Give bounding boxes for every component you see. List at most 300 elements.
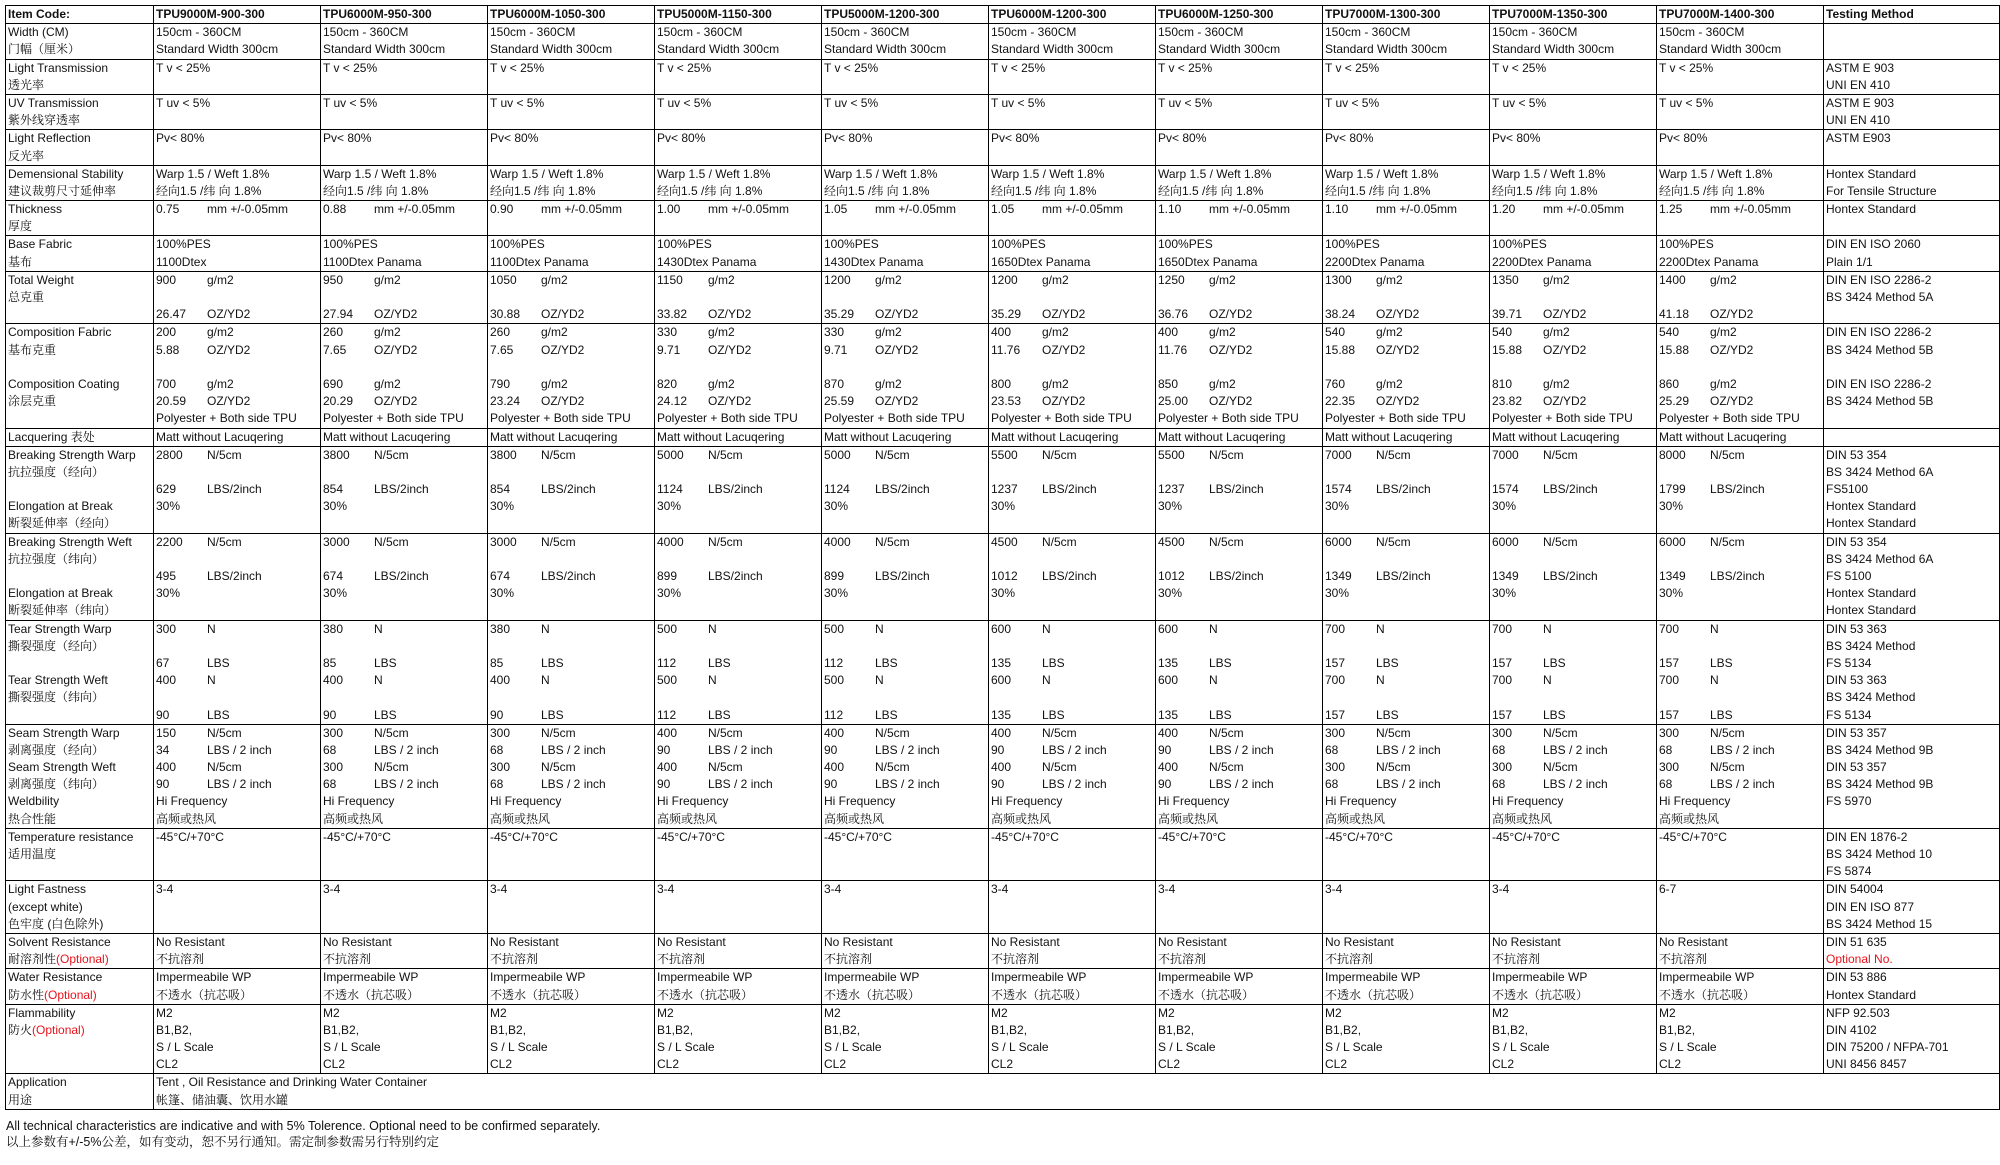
- spec-cell-line: [1158, 481, 1320, 498]
- spec-cell-value: 35.29: [991, 307, 1022, 322]
- spec-cell-line: [490, 481, 652, 498]
- spec-cell: [1323, 446, 1490, 533]
- row-light-transmission: [6, 59, 2000, 94]
- row-light-fastness: [6, 881, 2000, 934]
- spec-cell-line: [1158, 707, 1320, 724]
- spec-cell-value: 300: [490, 725, 511, 740]
- spec-cell-unit: g/m2: [1209, 325, 1236, 340]
- property-label: [6, 969, 154, 1004]
- spec-cell-unit: g/m2: [1376, 376, 1403, 391]
- spec-cell-line: [657, 306, 819, 323]
- spec-cell-line: No Resistant: [156, 934, 225, 949]
- header-row: [6, 6, 2000, 24]
- spec-cell-line: [1659, 77, 1821, 94]
- spec-cell-line: 30%: [323, 586, 348, 601]
- spec-cell-line: [991, 621, 1153, 638]
- spec-cell-line: [156, 846, 318, 863]
- spec-cell-unit: OZ/YD2: [207, 394, 251, 409]
- spec-cell-line: 高频或热风: [991, 811, 1052, 826]
- spec-cell-line: 高频或热风: [824, 811, 885, 826]
- spec-cell-line: [657, 515, 819, 532]
- spec-cell-line: No Resistant: [323, 934, 392, 949]
- spec-cell-line: [1659, 621, 1821, 638]
- testing-method: [1824, 933, 2000, 968]
- row-breaking-weft: [6, 533, 2000, 620]
- spec-cell-value: 260: [490, 325, 511, 340]
- spec-cell-line: [991, 689, 1153, 706]
- testing-method-line: For Tensile Structure: [1826, 183, 1937, 198]
- spec-cell: [655, 533, 822, 620]
- spec-cell-line: [991, 846, 1153, 863]
- spec-cell-value: 600: [1158, 621, 1179, 636]
- spec-cell: [1657, 933, 1824, 968]
- spec-cell-value: 1.05: [991, 202, 1015, 217]
- row-total-weight: [6, 271, 2000, 324]
- spec-cell-unit: LBS/2inch: [1543, 482, 1598, 497]
- spec-cell-line: T v < 25%: [1325, 60, 1380, 75]
- spec-cell: [1657, 881, 1824, 934]
- spec-cell: [1490, 1004, 1657, 1074]
- spec-cell-value: 950: [323, 272, 344, 287]
- spec-cell: [655, 201, 822, 236]
- testing-method-line: DIN 75200 / NFPA-701: [1826, 1040, 1949, 1055]
- spec-cell-unit: OZ/YD2: [1042, 307, 1086, 322]
- spec-cell-line: [323, 464, 485, 481]
- spec-cell-line: 不透水（抗芯吸）: [824, 987, 921, 1002]
- spec-cell-unit: N/5cm: [374, 534, 409, 549]
- spec-cell-line: [657, 707, 819, 724]
- spec-cell-line: [1492, 376, 1654, 393]
- testing-method: [1824, 969, 2000, 1004]
- spec-cell-unit: N/5cm: [207, 534, 242, 549]
- spec-cell-line: 不透水（抗芯吸）: [1158, 987, 1255, 1002]
- spec-cell-line: [657, 742, 819, 759]
- spec-cell-line: [323, 77, 485, 94]
- spec-cell-line: -45°C/+70°C: [1158, 829, 1226, 844]
- spec-cell-value: 8000: [1659, 447, 1686, 462]
- spec-cell-line: 1100Dtex Panama: [323, 254, 422, 269]
- row-flammability: [6, 1004, 2000, 1074]
- spec-cell-line: [657, 863, 819, 880]
- spec-cell-unit: OZ/YD2: [1376, 394, 1420, 409]
- spec-cell-line: [1158, 148, 1320, 165]
- testing-method-line: DIN 53 363: [1826, 621, 1887, 636]
- product-code: TPU7000M-1300-300: [1323, 6, 1490, 24]
- testing-method-line: DIN 53 357: [1826, 725, 1887, 740]
- spec-cell-value: 629: [156, 482, 177, 497]
- spec-cell: [1490, 724, 1657, 828]
- spec-cell: [321, 446, 488, 533]
- spec-cell-value: 9.71: [657, 342, 681, 357]
- spec-cell: [321, 620, 488, 724]
- spec-cell: [154, 201, 321, 236]
- row-dimensional-stability: [6, 165, 2000, 200]
- spec-cell-line: [1325, 899, 1487, 916]
- spec-cell: [321, 533, 488, 620]
- spec-cell-line: No Resistant: [657, 934, 726, 949]
- spec-cell: [1156, 428, 1323, 446]
- spec-cell-value: 68: [490, 777, 504, 792]
- spec-cell-unit: N/5cm: [875, 534, 910, 549]
- testing-method-line: FS 5134: [1826, 707, 1872, 722]
- spec-cell-line: 2200Dtex Panama: [1325, 254, 1425, 269]
- spec-cell-line: [1158, 272, 1320, 289]
- spec-cell-line: [490, 77, 652, 94]
- spec-cell: [989, 130, 1156, 165]
- testing-method-line: DIN EN ISO 2286-2: [1826, 272, 1932, 287]
- spec-cell-line: 1430Dtex Panama: [657, 254, 757, 269]
- spec-cell-line: Standard Width 300cm: [1659, 42, 1782, 57]
- spec-cell-line: Warp 1.5 / Weft 1.8%: [323, 166, 437, 181]
- spec-cell-line: M2: [1659, 1005, 1676, 1020]
- spec-cell-value: 5000: [824, 447, 851, 462]
- spec-cell-value: 68: [1659, 777, 1673, 792]
- spec-cell-unit: LBS: [541, 655, 564, 670]
- spec-cell-unit: g/m2: [1710, 376, 1737, 391]
- spec-cell: [1490, 201, 1657, 236]
- spec-cell-unit: g/m2: [1042, 272, 1069, 287]
- testing-method-line: Hontex Standard: [1826, 603, 1917, 618]
- spec-cell-line: [657, 602, 819, 619]
- property-label-line: Base Fabric: [8, 237, 73, 252]
- spec-cell-value: 157: [1492, 655, 1513, 670]
- spec-cell-value: 41.18: [1659, 307, 1690, 322]
- spec-cell-unit: mm +/-0.05mm: [1543, 202, 1625, 217]
- testing-method-line: DIN 53 354: [1826, 534, 1887, 549]
- spec-cell-value: 1050: [490, 272, 517, 287]
- spec-cell-line: [490, 447, 652, 464]
- spec-cell: [488, 620, 655, 724]
- spec-cell-unit: OZ/YD2: [1543, 307, 1587, 322]
- spec-cell: [1657, 271, 1824, 324]
- spec-cell-line: [1325, 638, 1487, 655]
- spec-cell-line: -45°C/+70°C: [657, 829, 725, 844]
- spec-cell: [655, 828, 822, 881]
- spec-cell-value: 34: [156, 742, 170, 757]
- spec-cell-line: [490, 534, 652, 551]
- spec-cell-value: 400: [156, 673, 177, 688]
- spec-cell-line: 150cm - 360CM: [1325, 25, 1411, 40]
- spec-cell-line: Pv< 80%: [1659, 131, 1708, 146]
- spec-cell-line: [991, 359, 1153, 376]
- spec-cell: [1490, 271, 1657, 324]
- application-text: [154, 1074, 2000, 1109]
- spec-cell-line: Warp 1.5 / Weft 1.8%: [1158, 166, 1272, 181]
- spec-cell: [488, 446, 655, 533]
- spec-cell-value: 90: [156, 707, 170, 722]
- spec-cell-line: 150cm - 360CM: [1492, 25, 1578, 40]
- spec-cell-line: [1158, 725, 1320, 742]
- spec-cell-line: [1158, 551, 1320, 568]
- spec-cell: [655, 324, 822, 428]
- spec-cell: [1323, 1004, 1490, 1074]
- spec-cell: [154, 724, 321, 828]
- spec-cell-line: [490, 689, 652, 706]
- testing-method: [1824, 201, 2000, 236]
- spec-cell-line: [824, 342, 986, 359]
- spec-cell-unit: N: [1710, 673, 1719, 688]
- spec-cell-line: [1325, 725, 1487, 742]
- spec-cell-unit: LBS / 2 inch: [1543, 777, 1608, 792]
- spec-cell-line: [824, 289, 986, 306]
- property-label-line: Water Resistance: [8, 970, 103, 985]
- spec-cell-value: 3800: [490, 447, 517, 462]
- spec-cell-line: [657, 655, 819, 672]
- spec-cell-line: [1325, 672, 1487, 689]
- spec-cell-unit: LBS: [875, 707, 898, 722]
- spec-cell-value: 4500: [1158, 534, 1185, 549]
- spec-cell-line: [323, 707, 485, 724]
- spec-cell-line: -45°C/+70°C: [1492, 829, 1560, 844]
- spec-cell-unit: N: [541, 621, 550, 636]
- spec-cell-line: T v < 25%: [156, 60, 211, 75]
- spec-cell-value: 5.88: [156, 342, 180, 357]
- spec-cell: [822, 620, 989, 724]
- spec-cell-line: [490, 725, 652, 742]
- spec-cell-line: Hi Frequency: [657, 794, 729, 809]
- row-composition: [6, 324, 2000, 428]
- spec-cell-value: 90: [991, 742, 1005, 757]
- spec-cell-line: [657, 899, 819, 916]
- spec-cell-value: 3000: [323, 534, 350, 549]
- spec-cell-line: [824, 306, 986, 323]
- spec-cell: [1156, 620, 1323, 724]
- spec-cell-unit: N/5cm: [1209, 725, 1244, 740]
- spec-cell-line: [1325, 201, 1487, 218]
- spec-cell-line: [1492, 725, 1654, 742]
- spec-cell-line: [1659, 376, 1821, 393]
- spec-cell-value: 1200: [991, 272, 1018, 287]
- spec-cell-line: 2200Dtex Panama: [1492, 254, 1592, 269]
- spec-cell: [154, 881, 321, 934]
- spec-cell: [1156, 881, 1323, 934]
- optional-note: (Optional): [44, 987, 97, 1002]
- spec-cell-line: 100%PES: [1325, 237, 1380, 252]
- spec-cell-line: [156, 393, 318, 410]
- product-code: TPU9000M-900-300: [154, 6, 321, 24]
- spec-cell: [488, 428, 655, 446]
- spec-cell-line: [156, 342, 318, 359]
- spec-cell-line: [490, 342, 652, 359]
- testing-method: [1824, 324, 2000, 428]
- spec-cell-unit: N/5cm: [541, 725, 576, 740]
- spec-cell-value: 400: [991, 760, 1012, 775]
- spec-cell-line: [1158, 689, 1320, 706]
- spec-cell-unit: LBS / 2 inch: [1710, 742, 1775, 757]
- spec-cell-line: [156, 534, 318, 551]
- spec-cell-line: 3-4: [1325, 882, 1343, 897]
- spec-cell: [655, 933, 822, 968]
- spec-cell-line: 经向1.5 /纬 向 1.8%: [824, 183, 930, 198]
- spec-cell-line: [824, 112, 986, 129]
- spec-cell-line: 30%: [1492, 586, 1517, 601]
- row-lacquering: [6, 428, 2000, 446]
- property-label-line: 色牢度 (白色除外): [8, 916, 104, 931]
- spec-cell: [1657, 165, 1824, 200]
- spec-cell-line: [156, 672, 318, 689]
- spec-cell-line: B1,B2,: [490, 1022, 527, 1037]
- spec-cell: [1323, 201, 1490, 236]
- spec-cell-line: [490, 272, 652, 289]
- spec-cell-line: [1325, 481, 1487, 498]
- spec-cell: [1490, 428, 1657, 446]
- spec-cell-line: T v < 25%: [323, 60, 378, 75]
- spec-cell-unit: N/5cm: [875, 725, 910, 740]
- property-label-line: [8, 306, 151, 323]
- property-label-line: [8, 410, 151, 427]
- spec-cell-line: [824, 551, 986, 568]
- spec-cell-value: 1012: [1158, 569, 1185, 583]
- spec-cell-line: [1325, 602, 1487, 619]
- spec-cell-line: Warp 1.5 / Weft 1.8%: [991, 166, 1105, 181]
- spec-cell-unit: LBS/2inch: [1710, 569, 1765, 583]
- spec-cell-value: 90: [156, 777, 170, 792]
- property-label-line: Seam Strength Weft: [8, 760, 116, 775]
- spec-cell-line: [1659, 916, 1821, 933]
- spec-cell-line: T v < 25%: [1158, 60, 1213, 75]
- property-label-line: 抗拉强度（经向）: [8, 464, 105, 479]
- spec-cell-line: [824, 638, 986, 655]
- spec-cell-line: M2: [824, 1005, 841, 1020]
- spec-cell-line: [1325, 112, 1487, 129]
- spec-cell: [321, 271, 488, 324]
- spec-cell-line: Pv< 80%: [1158, 131, 1207, 146]
- property-label-line: UV Transmission: [8, 95, 99, 110]
- spec-cell-line: [323, 602, 485, 619]
- spec-cell-value: 20.59: [156, 394, 187, 409]
- spec-cell-line: [1659, 602, 1821, 619]
- spec-cell-line: [824, 481, 986, 498]
- spec-cell-line: [323, 846, 485, 863]
- spec-cell-line: [824, 725, 986, 742]
- spec-cell-line: Standard Width 300cm: [1158, 42, 1281, 57]
- spec-cell-line: Matt without Lacuqering: [657, 429, 785, 444]
- spec-cell-unit: N/5cm: [1042, 447, 1077, 462]
- spec-cell-value: 899: [657, 569, 678, 583]
- spec-cell-line: Impermeabile WP: [1325, 970, 1421, 985]
- spec-cell: [1323, 933, 1490, 968]
- spec-cell-value: 1250: [1158, 272, 1185, 287]
- spec-cell-line: [490, 742, 652, 759]
- property-label-line: 剥离强度（纬向）: [8, 777, 105, 792]
- product-code: TPU6000M-1200-300: [989, 6, 1156, 24]
- spec-cell-unit: OZ/YD2: [374, 342, 418, 357]
- spec-cell-line: [1659, 759, 1821, 776]
- spec-cell-line: [490, 393, 652, 410]
- spec-cell-line: [323, 759, 485, 776]
- spec-cell-line: Impermeabile WP: [323, 970, 419, 985]
- spec-cell-line: [1158, 846, 1320, 863]
- spec-cell-line: [1325, 707, 1487, 724]
- spec-cell-line: [657, 568, 819, 585]
- spec-cell-unit: g/m2: [207, 272, 234, 287]
- property-label: [6, 428, 154, 446]
- spec-cell-line: [323, 342, 485, 359]
- spec-cell-line: T uv < 5%: [991, 95, 1046, 110]
- spec-cell: [822, 94, 989, 129]
- spec-cell: [1490, 324, 1657, 428]
- product-code: TPU7000M-1350-300: [1490, 6, 1657, 24]
- spec-cell: [488, 165, 655, 200]
- spec-cell: [1490, 94, 1657, 129]
- spec-cell: [1323, 969, 1490, 1004]
- spec-cell-line: Impermeabile WP: [824, 970, 920, 985]
- spec-cell-unit: LBS/2inch: [541, 569, 596, 583]
- spec-cell-line: [824, 376, 986, 393]
- spec-cell-line: [1659, 551, 1821, 568]
- testing-method-line: BS 3424 Method 15: [1826, 916, 1933, 931]
- spec-cell-value: 500: [824, 621, 845, 636]
- spec-cell-value: 200: [156, 325, 177, 340]
- spec-cell-line: [1659, 447, 1821, 464]
- spec-cell: [488, 271, 655, 324]
- spec-cell-line: [991, 534, 1153, 551]
- testing-method: [1824, 446, 2000, 533]
- property-label-line: 总克重: [8, 290, 45, 304]
- spec-cell-value: 68: [1325, 742, 1339, 757]
- spec-cell: [989, 271, 1156, 324]
- spec-cell-value: 36.76: [1158, 307, 1189, 322]
- spec-cell-line: M2: [657, 1005, 674, 1020]
- spec-cell-line: [1659, 481, 1821, 498]
- property-label-text: 耐溶剂性: [8, 952, 57, 967]
- spec-cell-line: [323, 289, 485, 306]
- spec-cell-line: B1,B2,: [991, 1022, 1028, 1037]
- spec-cell-line: Pv< 80%: [323, 131, 372, 146]
- spec-cell-line: [991, 776, 1153, 793]
- spec-cell-line: [323, 218, 485, 235]
- spec-cell-line: [323, 568, 485, 585]
- spec-cell-line: [824, 324, 986, 341]
- property-label-line: Elongation at Break: [8, 586, 113, 601]
- spec-cell-value: 700: [1492, 673, 1513, 688]
- spec-cell-line: Hi Frequency: [1492, 794, 1564, 809]
- spec-cell: [1490, 130, 1657, 165]
- spec-cell: [989, 201, 1156, 236]
- spec-cell-line: [657, 447, 819, 464]
- spec-cell-unit: OZ/YD2: [541, 342, 585, 357]
- spec-cell-line: CL2: [156, 1057, 179, 1072]
- spec-cell-line: [657, 551, 819, 568]
- spec-cell: [989, 969, 1156, 1004]
- testing-method: [1824, 165, 2000, 200]
- testing-method-line: DIN EN 1876-2: [1826, 829, 1908, 844]
- spec-cell: [822, 24, 989, 59]
- spec-cell-line: [1659, 324, 1821, 341]
- spec-cell-line: 高频或热风: [1659, 811, 1720, 826]
- spec-cell-unit: N/5cm: [1209, 760, 1244, 775]
- spec-cell-unit: LBS / 2 inch: [875, 742, 940, 757]
- testing-method-line: UNI EN 410: [1826, 77, 1891, 92]
- spec-cell-value: 820: [657, 376, 678, 391]
- spec-cell-value: 400: [156, 760, 177, 775]
- spec-cell-value: 85: [490, 655, 504, 670]
- row-temperature-resistance: [6, 828, 2000, 881]
- spec-cell-value: 157: [1325, 707, 1346, 722]
- spec-cell-line: 经向1.5 /纬 向 1.8%: [490, 183, 596, 198]
- spec-cell-line: 经向1.5 /纬 向 1.8%: [156, 183, 262, 198]
- spec-cell: [1323, 236, 1490, 271]
- spec-cell-line: Warp 1.5 / Weft 1.8%: [657, 166, 771, 181]
- spec-cell-value: 300: [156, 621, 177, 636]
- spec-cell-line: [1659, 846, 1821, 863]
- testing-method: [1824, 236, 2000, 271]
- spec-cell-line: [1158, 776, 1320, 793]
- spec-cell-unit: N: [374, 621, 383, 636]
- testing-method-line: [1826, 410, 1997, 427]
- spec-cell-unit: mm +/-0.05mm: [875, 202, 957, 217]
- spec-cell-line: [156, 568, 318, 585]
